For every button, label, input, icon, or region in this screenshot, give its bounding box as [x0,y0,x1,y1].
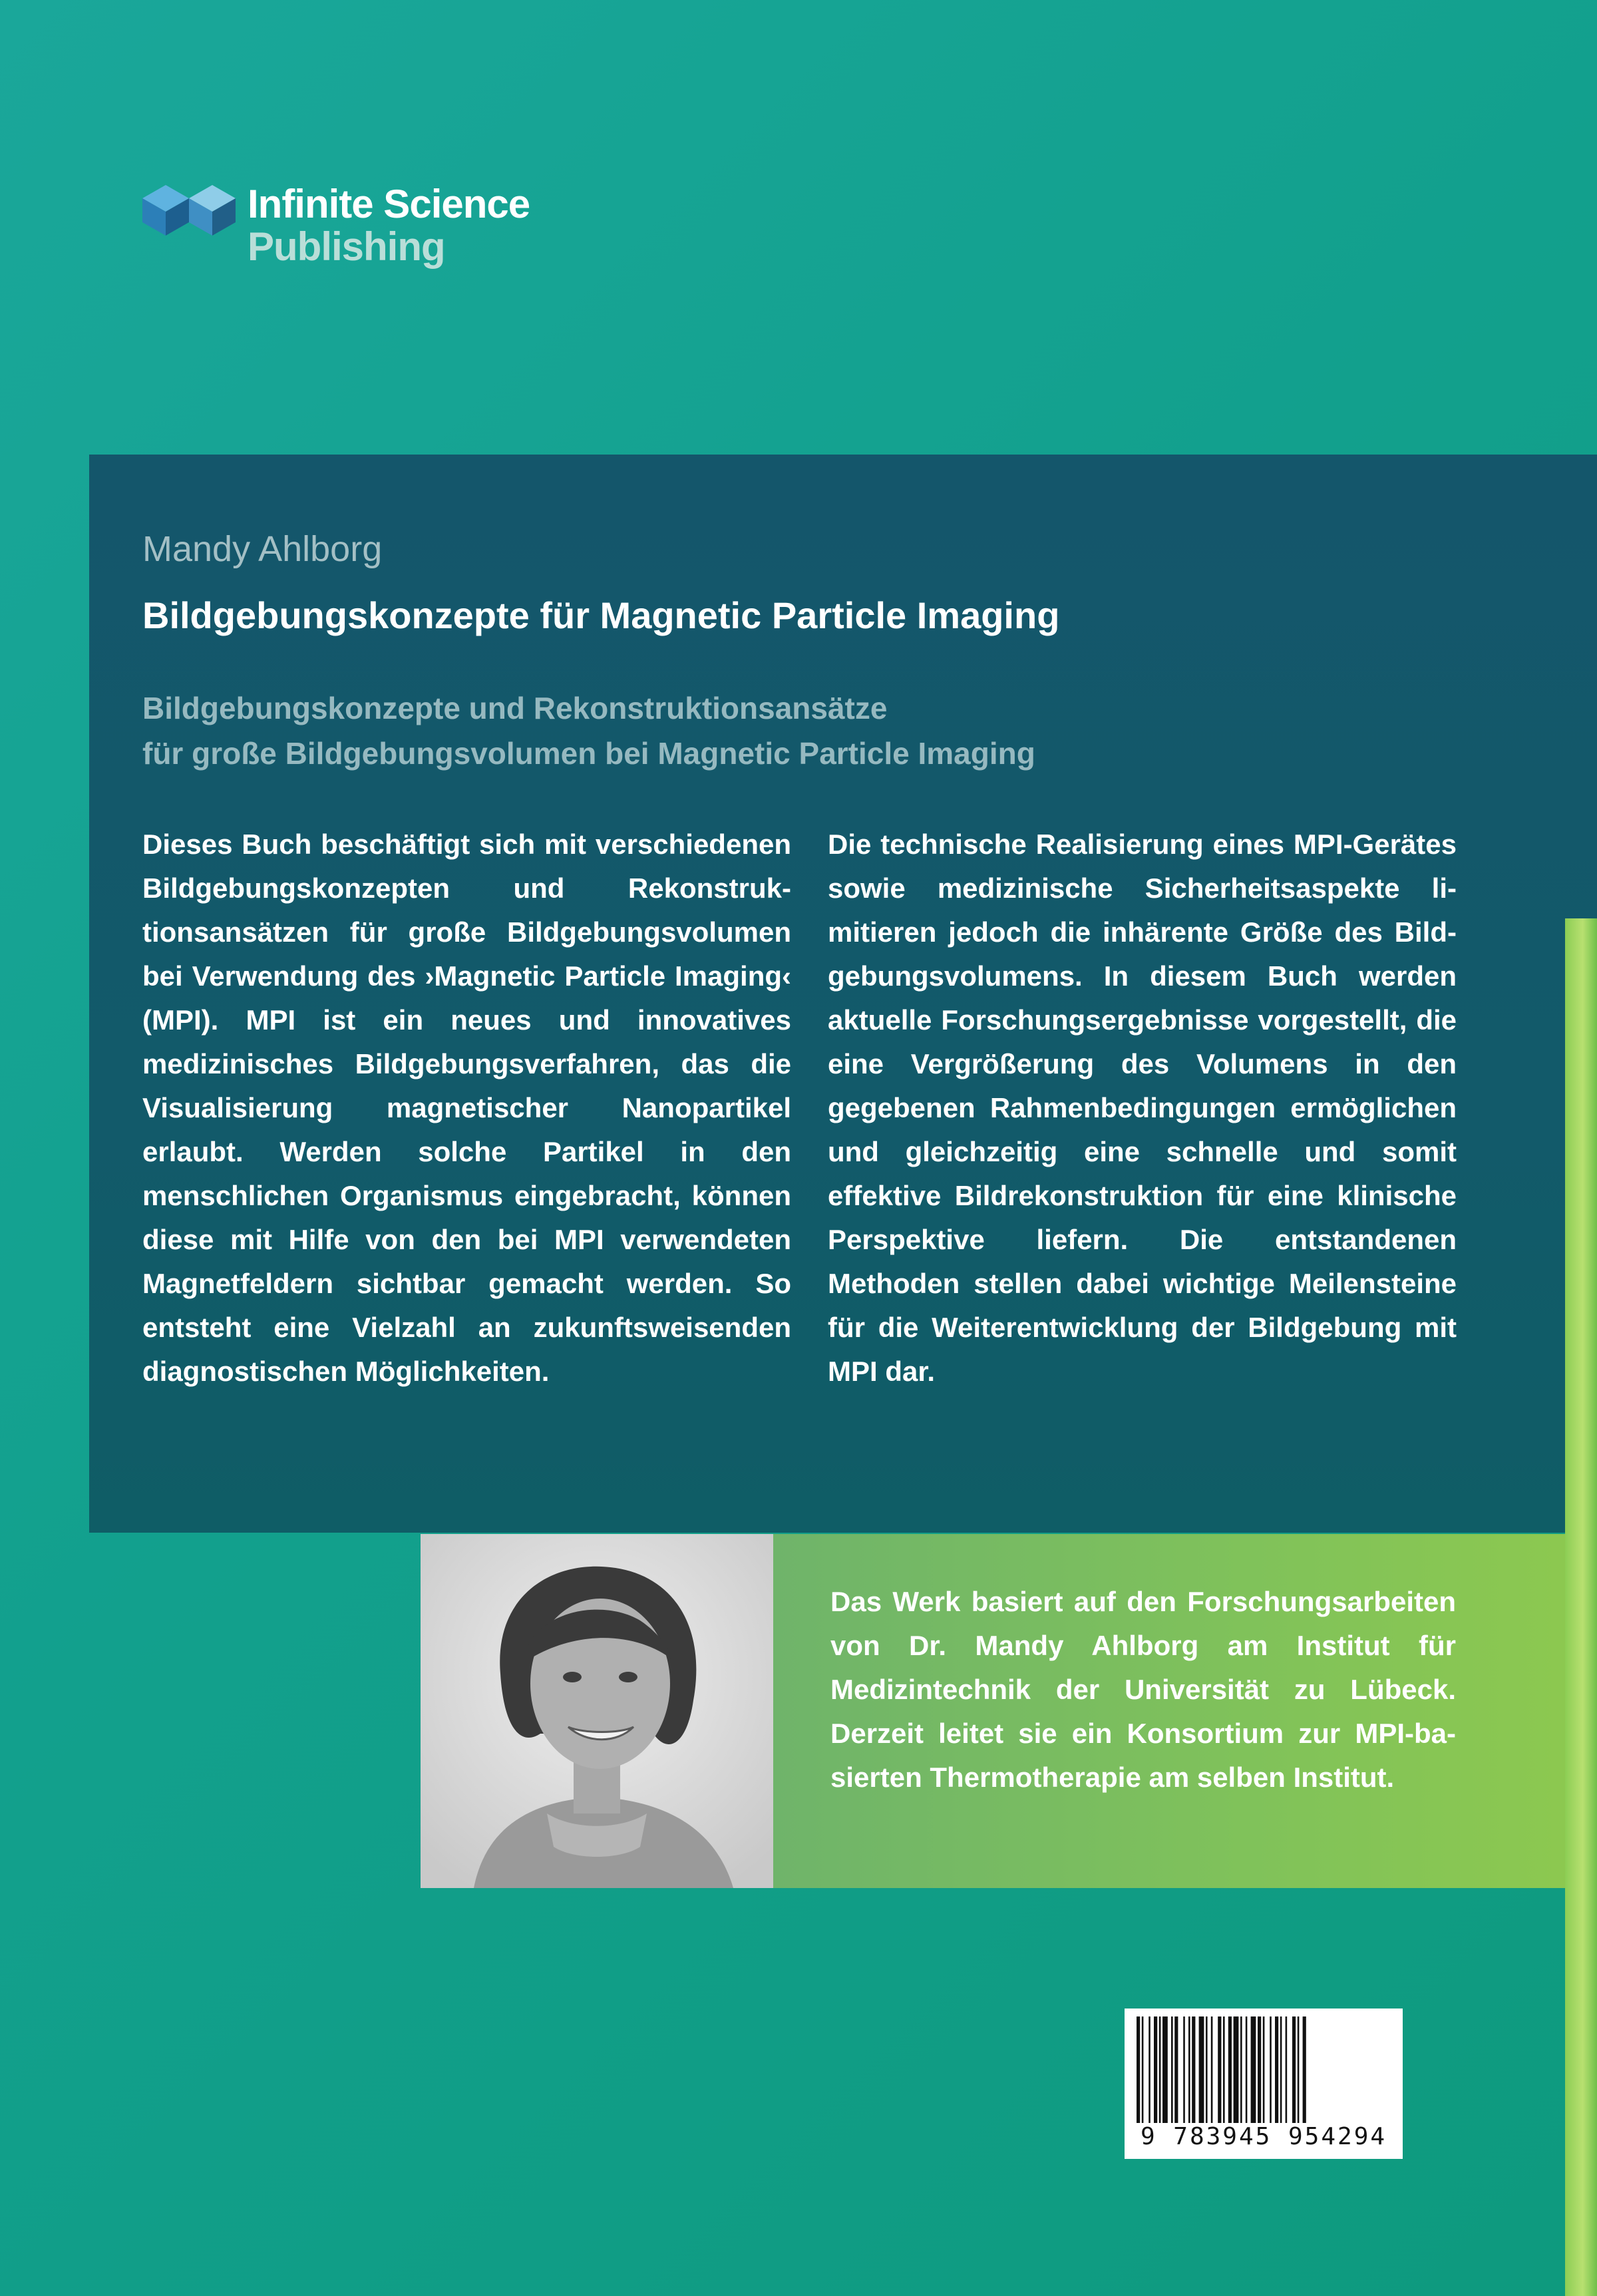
author-photo [421,1534,773,1888]
book-subtitle [142,685,1035,776]
publisher-name: Infinite Science [248,182,530,226]
isbn-barcode [1125,2009,1403,2159]
author-portrait-icon [421,1534,773,1888]
subtitle-line: für große Bildgebungsvolumen bei Magnetic Particle Imaging [142,736,1035,771]
barcode-icon [1137,2016,1391,2123]
book-title: Bildgebungskonzepte für Magnetic Particle Imaging [142,594,1060,636]
description-left-column: Dieses Buch beschäftigt sich mit verschiedenen Bildgebungskonzepten und Rekonstruktionsansätzen für große Bildgebungsvolumen bei Verwendung des ›Magnetic Particle Imaging‹ (MPI). MPI ist ein neues und innovatives medizinisches Bildgebungsverfahren, das die Visualisierung magnetischer Nanopartikel erlaubt. Werden solche Partikel in den menschlichen Organismus eingebracht, können diese mit Hilfe von den bei MPI verwendeten Magnetfeldern sichtbar gemacht werden. So entsteht eine Vielzahl an zukunftsweisenden diagnostischen Möglichkeiten. [142,829,791,1387]
publisher-imprint: Publishing [248,224,445,269]
publisher-logo-icon [142,185,236,238]
publisher-logo [142,181,542,274]
subtitle-line: Bildgebungskonzepte und Rekonstruktionsansätze [142,691,888,725]
author-name: Mandy Ahlborg [142,529,383,569]
description-right-column: Die technische Realisierung eines MPI-Gerätes sowie medizinische Sicherheitsaspekte limitieren jedoch die inhärente Größe des Bildgebungsvolumens. In diesem Buch werden aktuelle Forschungsergebnisse vorgestellt, die eine Vergrößerung des Volumens in den gegebenen Rahmenbedingungen ermöglichen und gleichzeitig eine schnelle und somit effektive Bildrekonstruktion für eine klinische Perspektive liefern. Die entstandenen Methoden stellen dabei wichtige Meilensteine für die Weiterentwicklung der Bildgebung mit MPI dar. [828,829,1457,1387]
author-bio: Das Werk basiert auf den Forschungsarbeiten von Dr. Mandy Ahlborg am Institut für Medizintechnik der Universität zu Lübeck. Derzeit leitet sie ein Konsortium zur MPI-basierten Thermotherapie am selben Institut. [830,1586,1456,1793]
isbn-number: 9 783945 954294 [1140,2123,1387,2150]
decorative-stripe [1565,918,1597,2296]
